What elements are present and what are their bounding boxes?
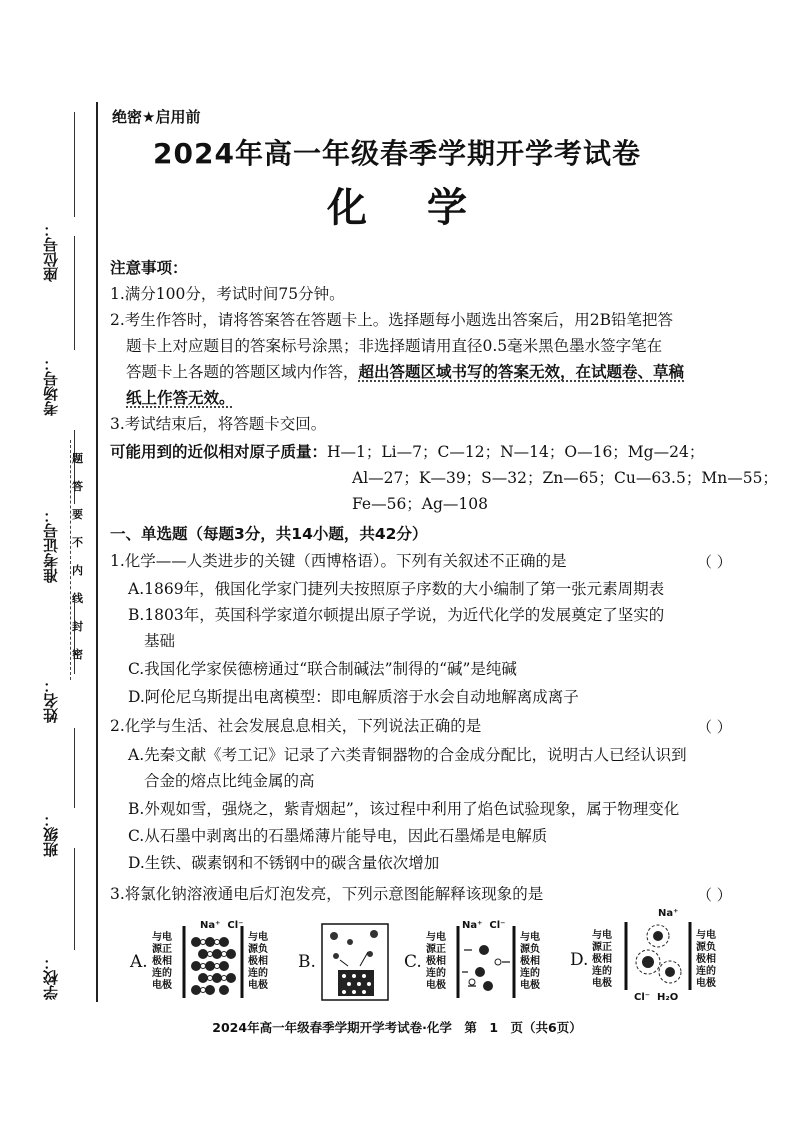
q2-answer-box[interactable]: （ ） xyxy=(697,718,732,736)
hydrated-ions-graphic xyxy=(622,918,694,992)
exam-title: 2024年高一年级春季学期开学考试卷 xyxy=(153,137,641,170)
q1-option-d: D.阿伦尼乌斯提出电离模型：即电解质溶于水会自动地解离成离子 xyxy=(128,688,579,706)
note-item-2-line3 xyxy=(126,362,684,382)
ion-labels-a xyxy=(200,920,260,932)
q2-option-a-line1: A.先秦文献《考工记》记录了六类青铜器物的合金成分配比，说明古人已经认识到 xyxy=(128,746,687,764)
q1-option-a: A.1869年，俄国化学家门捷列夫按照原子序数的大小编制了第一张元素周期表 xyxy=(128,580,665,598)
q1-stem: 1.化学——人类进步的关键（西博格语）。下列有关叙述不正确的是 xyxy=(110,552,567,570)
seal-warning-char: 答 xyxy=(72,480,83,493)
sodium-ion-label: Na⁺ xyxy=(658,908,679,919)
confidential-mark: 绝密★启用前 xyxy=(112,108,201,126)
diagram-b-label: B. xyxy=(298,952,316,972)
school-fill-line[interactable] xyxy=(74,848,75,950)
ion-labels-c xyxy=(462,920,522,932)
note-item-2-line4: 纸上作答无效。 xyxy=(126,389,235,407)
q1-option-b-line1: B.1803年，英国科学家道尔顿提出原子学说，为近代化学的发展奠定了坚实的 xyxy=(128,606,665,624)
q3-answer-box[interactable]: （ ） xyxy=(697,886,732,904)
school-label: 学校： xyxy=(42,955,60,1000)
seal-warning-char: 要 xyxy=(72,508,83,521)
diagram-a[interactable] xyxy=(130,922,280,1002)
diagram-c-label: C. xyxy=(404,952,422,972)
room-fill-line[interactable] xyxy=(74,236,75,350)
q2-option-c: C.从石墨中剥离出的石墨烯薄片能导电，因此石墨烯是电解质 xyxy=(128,827,548,845)
sodium-ion-label: Na⁺ xyxy=(200,920,221,931)
section-heading: 一、单选题（每题3分，共14小题，共42分） xyxy=(110,525,428,543)
positive-electrode-label: 与电源正极相连的电极 xyxy=(592,930,612,989)
seat-label: 座位号： xyxy=(42,222,60,282)
room-label: 考场号： xyxy=(42,356,60,416)
positive-electrode-label: 与电源正极相连的电极 xyxy=(152,932,172,991)
atomic-masses-line2: Al—27；K—39；S—32；Zn—65；Cu—63.5；Mn—55； xyxy=(352,469,778,487)
diagram-d[interactable] xyxy=(570,908,730,1004)
class-label: 班级： xyxy=(42,812,60,857)
seal-warning-char: 题 xyxy=(72,452,83,465)
diagram-c[interactable] xyxy=(404,922,554,1002)
water-label: H₂O xyxy=(657,992,679,1003)
q2-option-d: D.生铁、碳素钢和不锈钢中的碳含量依次增加 xyxy=(128,854,440,872)
seal-warning-char: 封 xyxy=(72,620,83,633)
seal-warning-char: 线 xyxy=(72,592,83,605)
nacl-lattice-graphic xyxy=(180,922,246,1002)
q1-option-c: C.我国化学家侯德榜通过“联合制碱法”制得的“碱”是纯碱 xyxy=(128,660,517,678)
seal-warning-char: 内 xyxy=(72,564,83,577)
page-footer: 2024年高一年级春季学期开学考试卷·化学 第 1 页（共6页） xyxy=(212,1020,582,1035)
positive-electrode-label: 与电源正极相连的电极 xyxy=(426,932,446,991)
ticket-label: 准考证号： xyxy=(42,508,60,583)
name-fill-line[interactable] xyxy=(74,596,75,674)
note-item-2-line3-a: 答题卡上各题的答题区域内作答， xyxy=(126,363,359,381)
q1-answer-box[interactable]: （ ） xyxy=(697,553,732,571)
atomic-masses-values-1: H—1；Li—7；C—12；N—14；O—16；Mg—24； xyxy=(327,443,705,461)
negative-electrode-label: 与电源负极相连的电极 xyxy=(696,930,716,989)
notes-heading: 注意事项： xyxy=(110,259,188,277)
note-item-3: 3.考试结束后，将答题卡交回。 xyxy=(110,415,327,433)
seal-warning-char: 不 xyxy=(72,536,83,549)
diagram-b[interactable] xyxy=(298,922,398,1002)
q2-option-b: B.外观如雪，强烧之，紫青烟起”，该过程中利用了焰色试验现象，属于物理变化 xyxy=(128,800,680,818)
atomic-masses-label: 可能用到的近似相对原子质量： xyxy=(110,443,328,461)
chloride-ion-label: Cl⁻ xyxy=(227,920,244,931)
ion-migration-graphic xyxy=(454,922,518,1002)
negative-electrode-label: 与电源负极相连的电极 xyxy=(248,932,268,991)
atomic-masses-line1 xyxy=(110,442,704,462)
diagram-a-label: A. xyxy=(130,952,148,972)
diagram-d-label: D. xyxy=(570,950,589,970)
subject-title: 化学 xyxy=(327,185,527,231)
seal-warning-char: 密 xyxy=(72,648,83,661)
note-item-2-line1: 2.考生作答时，请将答案答在答题卡上。选择题每小题选出答案后，用2B铅笔把答 xyxy=(110,311,674,329)
q3-stem: 3.将氯化钠溶液通电后灯泡发亮，下列示意图能解释该现象的是 xyxy=(110,885,544,903)
note-item-2-emphasis: 超出答题区域书写的答案无效，在试题卷、草稿 xyxy=(358,363,685,381)
chloride-ion-label: Cl⁻ xyxy=(634,992,651,1003)
atomic-masses-line3: Fe—56；Ag—108 xyxy=(352,495,489,513)
name-label: 姓名： xyxy=(42,678,60,723)
note-item-1: 1.满分100分，考试时间75分钟。 xyxy=(110,285,345,303)
nacl-dissolving-graphic xyxy=(320,922,390,1002)
seal-dash-line xyxy=(70,440,71,680)
negative-electrode-label: 与电源负极相连的电极 xyxy=(520,932,540,991)
q2-option-a-line2: 合金的熔点比纯金属的高 xyxy=(144,772,315,790)
note-item-2-line2: 题卡上对应题目的答案标号涂黑；非选择题请用直径0.5毫米黑色墨水签字笔在 xyxy=(126,337,663,355)
q2-stem: 2.化学与生活、社会发展息息相关，下列说法正确的是 xyxy=(110,717,482,735)
chloride-ion-label: Cl⁻ xyxy=(489,920,506,931)
ion-labels-d xyxy=(634,992,694,1004)
binding-line xyxy=(96,102,98,1002)
q1-option-b-line2: 基础 xyxy=(144,632,176,650)
sodium-ion-label: Na⁺ xyxy=(462,920,483,931)
class-fill-line[interactable] xyxy=(74,728,75,808)
